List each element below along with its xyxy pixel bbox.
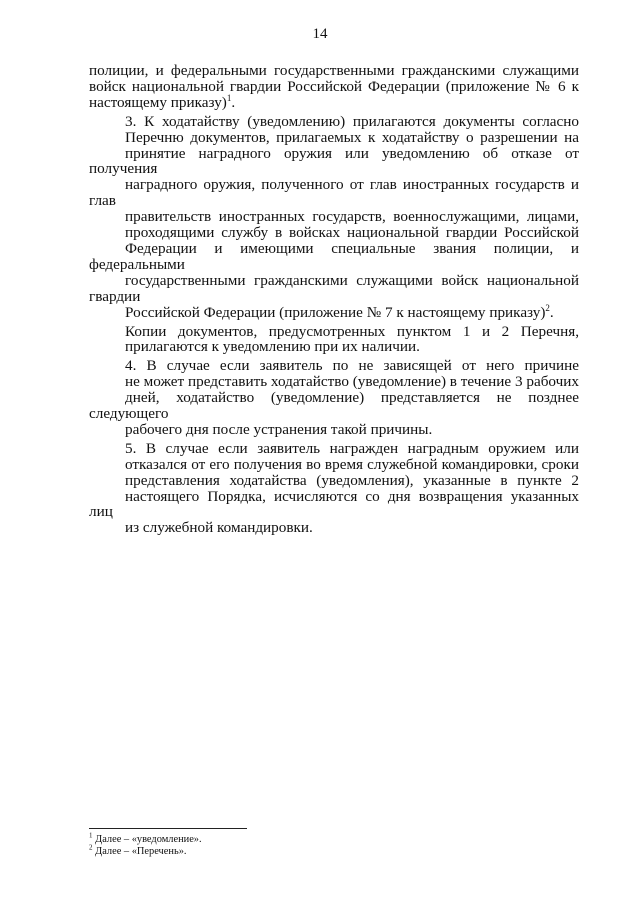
document-body — [89, 63, 579, 539]
footnote-ref: 1 — [226, 92, 232, 103]
text-line: не может представить ходатайство (уведомление) в течение 3 рабочих — [125, 373, 579, 391]
text-line: прилагаются к уведомлению при их наличии. — [125, 338, 420, 356]
text-line: настоящего Порядка, исчисляются со дня возвращения указанных лиц — [89, 487, 579, 521]
footnote-divider — [89, 828, 247, 829]
footnote-mark: 2 — [89, 843, 93, 852]
text-line: Перечню документов, прилагаемых к ходатайству о разрешении на — [125, 128, 579, 146]
text-line: 5. В случае если заявитель награжден наградным оружием или — [125, 439, 579, 457]
paragraph-item-4 — [89, 358, 579, 438]
text-line: государственными гражданскими служащими войск национальной гвардии — [89, 271, 579, 305]
paragraph-item-5 — [89, 441, 579, 536]
text-line: полиции, и федеральными государственными гражданскими служащими — [89, 62, 579, 79]
text-segment: . — [549, 303, 554, 321]
paragraph-continuation — [89, 63, 579, 111]
footnote-2 — [89, 843, 579, 858]
text-line: 4. В случае если заявитель по не зависящей от него причине — [125, 357, 579, 375]
footnote-1 — [89, 831, 579, 846]
page-number: 14 — [312, 26, 328, 42]
text-line: Федерации и имеющими специальные звания полиции, и федеральными — [89, 239, 579, 273]
paragraph-copies — [89, 324, 579, 356]
text-line — [89, 302, 579, 321]
footnote-ref: 2 — [545, 302, 550, 313]
text-line: наградного оружия, полученного от глав иностранных государств и глав — [89, 176, 579, 210]
text-segment: . — [231, 93, 236, 111]
text-line: представления ходатайства (уведомления), указанные в пункте 2 — [125, 471, 579, 489]
paragraph-item-3 — [89, 114, 579, 321]
footnote-text: Далее – «уведомление». — [95, 834, 202, 845]
footnote-mark: 1 — [89, 831, 93, 840]
footnotes — [89, 831, 579, 858]
text-line — [89, 92, 579, 111]
text-line: Копии документов, предусмотренных пунктом 1 и 2 Перечня, — [125, 322, 579, 340]
text-line: рабочего дня после устранения такой причины. — [125, 420, 433, 438]
text-line: войск национальной гвардии Российской Федерации (приложение № 6 к — [89, 77, 579, 95]
text-line: из служебной командировки. — [125, 519, 313, 537]
text-line: правительств иностранных государств, военнослужащими, лицами, — [125, 208, 579, 226]
text-segment: настоящему приказу) — [89, 93, 227, 111]
text-line: проходящими службу в войсках национальной гвардии Российской — [125, 224, 579, 242]
text-line: принятие наградного оружия или уведомлению об отказе от получения — [89, 144, 579, 178]
text-segment: Российской Федерации (приложение № 7 к настоящему приказу) — [125, 303, 546, 321]
text-line: 3. К ходатайству (уведомлению) прилагаются документы согласно — [125, 112, 579, 130]
text-line: отказался от его получения во время служебной командировки, сроки — [125, 455, 579, 473]
footnote-text: Далее – «Перечень». — [95, 846, 187, 857]
text-line: дней, ходатайство (уведомление) представляется не позднее следующего — [89, 389, 579, 423]
